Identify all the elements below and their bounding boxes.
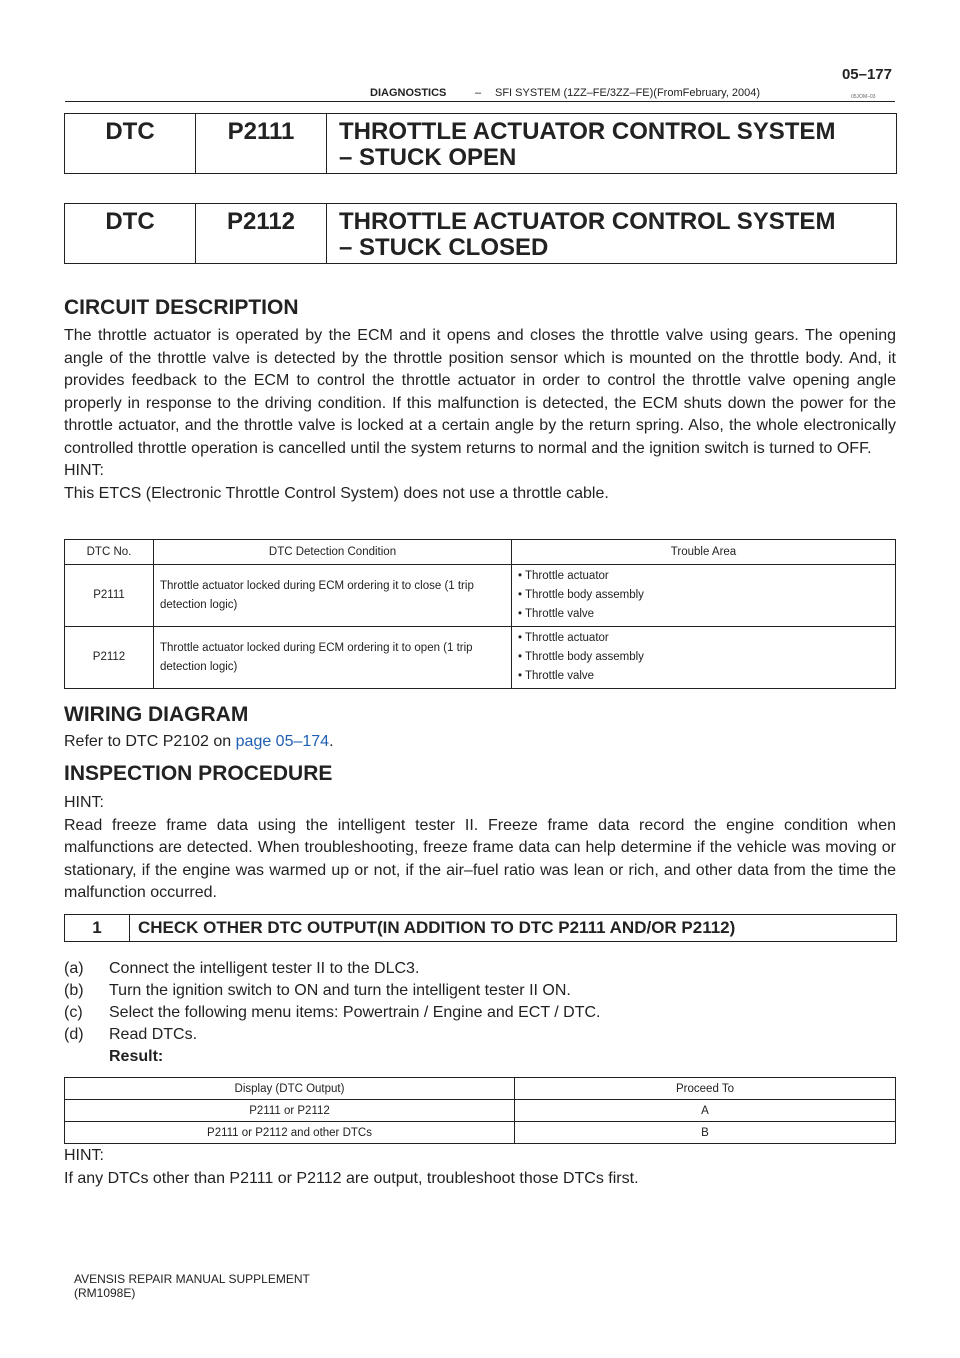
condition-line: detection logic): [160, 598, 238, 611]
result-label: Result:: [109, 1048, 164, 1065]
wiring-text: Refer to DTC P2102 on: [64, 733, 236, 750]
item-text: Connect the intelligent tester II to the DLC3.: [109, 960, 420, 977]
dtc-label: DTC: [65, 114, 196, 173]
item-text: Read DTCs.: [109, 1026, 198, 1043]
table-cell: P2111 or P2112 and other DTCs: [65, 1122, 515, 1144]
header-system: SFI SYSTEM (1ZZ–FE/3ZZ–FE)(FromFebruary, 2004): [495, 87, 761, 99]
trouble-item: • Throttle body assembly: [518, 651, 644, 663]
dtc-title-line2: – STUCK OPEN: [339, 144, 517, 171]
footer-title: AVENSIS REPAIR MANUAL SUPPLEMENT: [74, 1272, 310, 1286]
list-item: [64, 1024, 600, 1046]
hint-text: If any DTCs other than P2111 or P2112 are output, troubleshoot those DTCs first.: [64, 1169, 639, 1187]
inspection-hint: [64, 792, 896, 905]
column-header: Proceed To: [515, 1078, 896, 1100]
trouble-item: • Throttle valve: [518, 670, 595, 682]
circuit-description: [64, 325, 896, 505]
dtc-title-box-p2112: [64, 203, 897, 264]
dtc-table: [64, 539, 896, 689]
trouble-item: • Throttle actuator: [518, 570, 609, 582]
dtc-code: P2112: [196, 204, 327, 263]
table-cell: B: [515, 1122, 896, 1144]
dtc-number: P2111: [65, 565, 154, 627]
dtc-code: P2111: [196, 114, 327, 173]
footer-code: (RM1098E): [74, 1286, 136, 1300]
dtc-title-line1: THROTTLE ACTUATOR CONTROL SYSTEM: [339, 118, 836, 145]
hint-label: HINT:: [64, 462, 104, 479]
dtc-title-box-p2111: [64, 113, 897, 174]
table-cell: P2111 or P2112: [65, 1100, 515, 1122]
document-code: 05JOM–03: [851, 94, 876, 100]
result-row: [64, 1046, 600, 1068]
step-1-header: [64, 914, 897, 942]
table-row: [65, 1100, 896, 1122]
detection-condition: [154, 627, 512, 689]
table-header-row: [65, 1078, 896, 1100]
header-section: DIAGNOSTICS: [370, 87, 447, 99]
condition-line: Throttle actuator locked during ECM ordering it to close (1 trip: [160, 579, 474, 592]
final-hint: [64, 1145, 896, 1190]
item-label: (d): [64, 1026, 84, 1043]
column-header: DTC Detection Condition: [154, 540, 512, 565]
wiring-diagram-heading: WIRING DIAGRAM: [64, 703, 249, 726]
list-item: [64, 980, 600, 1002]
hint-label: HINT:: [64, 794, 104, 811]
trouble-area: [512, 627, 896, 689]
page-number: 05–177: [841, 66, 892, 83]
dtc-title-line2: – STUCK CLOSED: [339, 234, 549, 261]
dtc-title-line1: THROTTLE ACTUATOR CONTROL SYSTEM: [339, 208, 836, 235]
hint-label: HINT:: [64, 1147, 104, 1164]
step-1-instructions: [64, 958, 600, 1068]
item-label: (b): [64, 982, 84, 999]
item-label: (a): [64, 960, 84, 977]
header-dash: –: [475, 87, 482, 99]
column-header: DTC No.: [65, 540, 154, 565]
wiring-reference: [64, 731, 896, 754]
item-label: (c): [64, 1004, 83, 1021]
item-text: Select the following menu items: Powertrain / Engine and ECT / DTC.: [109, 1004, 601, 1021]
hint-text: This ETCS (Electronic Throttle Control System) does not use a throttle cable.: [64, 484, 609, 502]
wiring-text-end: .: [329, 733, 334, 750]
trouble-item: • Throttle actuator: [518, 632, 609, 644]
trouble-item: • Throttle body assembly: [518, 589, 644, 601]
dtc-label: DTC: [65, 204, 196, 263]
inspection-procedure-heading: INSPECTION PROCEDURE: [64, 762, 333, 785]
table-cell: A: [515, 1100, 896, 1122]
condition-line: detection logic): [160, 660, 238, 673]
condition-line: Throttle actuator locked during ECM ordering it to open (1 trip: [160, 641, 473, 654]
result-table: [64, 1077, 896, 1144]
table-header-row: [65, 540, 896, 565]
item-text: Turn the ignition switch to ON and turn the intelligent tester II ON.: [109, 982, 571, 999]
dtc-title: [327, 114, 896, 173]
page-link[interactable]: page 05–174: [235, 733, 330, 750]
table-row: [65, 627, 896, 689]
column-header: Trouble Area: [512, 540, 896, 565]
table-row: [65, 565, 896, 627]
dtc-title: [327, 204, 896, 263]
list-item: [64, 1002, 600, 1024]
header-rule: [65, 101, 895, 102]
dtc-number: P2112: [65, 627, 154, 689]
trouble-area: [512, 565, 896, 627]
list-item: [64, 958, 600, 980]
trouble-item: • Throttle valve: [518, 608, 595, 620]
circuit-description-heading: CIRCUIT DESCRIPTION: [64, 296, 299, 319]
column-header: Display (DTC Output): [65, 1078, 515, 1100]
detection-condition: [154, 565, 512, 627]
step-number: 1: [65, 915, 130, 941]
table-row: [65, 1122, 896, 1144]
footer: [74, 1272, 310, 1300]
step-title: CHECK OTHER DTC OUTPUT(IN ADDITION TO DTC P2111 AND/OR P2112): [138, 918, 736, 937]
circuit-description-body: The throttle actuator is operated by the ECM and it opens and closes the throttle valve using gears. The opening angle of the throttle valve is detected by the throttle position sensor which is mounted on the throttle body. And, it provides feedback to the ECM to control the throttle actuator in order to control the throttle valve opening angle properly in response to the driving condition. If this malfunction is detected, the ECM shuts down the power for the throttle actuator, and the throttle valve is locked at a certain angle by the return spring. Also, the whole electronically controlled throttle operation is cancelled until the system returns to normal and the ignition switch is turned to OFF.: [64, 327, 896, 457]
hint-text: Read freeze frame data using the intelligent tester II. Freeze frame data record the engine condition when malfunctions are detected. When troubleshooting, freeze frame data can help determine if the vehicle was moving or stationary, if the engine was warmed up or not, if the air–fuel ratio was lean or rich, and other data from the time the malfunction occurred.: [64, 816, 896, 901]
